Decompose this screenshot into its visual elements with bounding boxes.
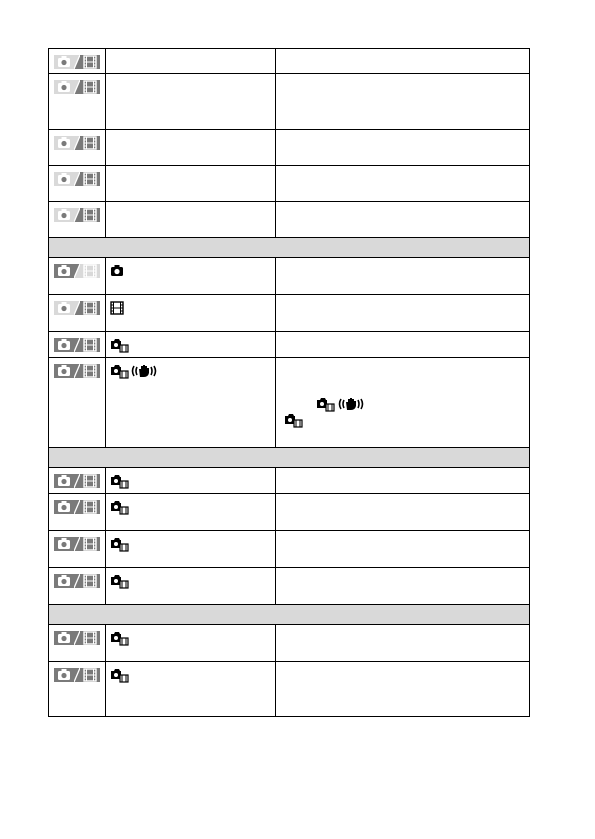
item-icons	[110, 573, 130, 589]
description-cell	[276, 662, 530, 717]
camera-icon	[110, 264, 124, 278]
mode-cell	[49, 358, 106, 448]
table-row	[49, 258, 530, 295]
section-header-row	[49, 605, 530, 625]
item-cell	[106, 332, 276, 358]
table-row	[49, 332, 530, 358]
still-camera-icon	[54, 338, 74, 352]
item-cell	[106, 531, 276, 568]
item-icons	[110, 499, 130, 515]
movie-icon	[80, 55, 100, 69]
description-cell	[276, 258, 530, 295]
item-cell	[106, 568, 276, 605]
hybrid-camera-movie-icon	[316, 396, 336, 412]
mode-badge	[54, 301, 100, 315]
item-icons	[110, 630, 130, 646]
still-camera-icon	[54, 500, 74, 514]
item-cell	[106, 202, 276, 238]
hybrid-camera-movie-icon	[110, 337, 130, 353]
mode-cell	[49, 130, 106, 166]
still-camera-icon	[54, 474, 74, 488]
still-camera-icon	[54, 172, 74, 186]
mode-cell	[49, 295, 106, 332]
still-camera-icon	[54, 537, 74, 551]
movie-icon	[80, 537, 100, 551]
note-icons-line2	[284, 412, 529, 428]
mode-cell	[49, 568, 106, 605]
hybrid-camera-movie-icon	[110, 667, 130, 683]
table-row	[49, 74, 530, 130]
still-camera-icon	[54, 631, 74, 645]
table-row	[49, 625, 530, 662]
mode-badge	[54, 474, 100, 488]
mode-badge	[54, 500, 100, 514]
table-row	[49, 468, 530, 494]
table-row	[49, 166, 530, 202]
movie-icon	[80, 574, 100, 588]
mode-cell	[49, 332, 106, 358]
item-cell	[106, 74, 276, 130]
mode-badge	[54, 264, 100, 278]
mode-cell	[49, 166, 106, 202]
movie-icon	[80, 80, 100, 94]
item-cell	[106, 662, 276, 717]
movie-film-icon	[110, 301, 124, 315]
steady-shot-hand-icon	[131, 363, 157, 379]
section-header-row	[49, 448, 530, 468]
movie-icon	[80, 301, 100, 315]
table-row	[49, 130, 530, 166]
item-cell	[106, 468, 276, 494]
item-cell	[106, 166, 276, 202]
item-icons	[110, 473, 130, 489]
mode-cell	[49, 662, 106, 717]
mode-badge	[54, 537, 100, 551]
mode-badge	[54, 80, 100, 94]
description-cell	[276, 332, 530, 358]
mode-badge	[54, 172, 100, 186]
item-icons	[110, 363, 157, 379]
mode-cell	[49, 531, 106, 568]
mode-cell	[49, 468, 106, 494]
item-cell	[106, 494, 276, 531]
item-icons	[110, 337, 130, 353]
table-row	[49, 494, 530, 531]
description-cell	[276, 202, 530, 238]
table-row	[49, 531, 530, 568]
mode-cell	[49, 494, 106, 531]
description-cell	[276, 49, 530, 74]
still-camera-icon	[54, 668, 74, 682]
item-cell	[106, 295, 276, 332]
item-icons	[110, 536, 130, 552]
mode-cell	[49, 74, 106, 130]
table-row	[49, 295, 530, 332]
mode-badge	[54, 631, 100, 645]
steady-shot-hand-icon	[338, 396, 364, 412]
item-cell	[106, 130, 276, 166]
description-cell	[276, 468, 530, 494]
movie-icon	[80, 364, 100, 378]
mode-badge	[54, 136, 100, 150]
mode-cell	[49, 202, 106, 238]
section-header-band	[49, 238, 530, 258]
table-row	[49, 358, 530, 448]
movie-icon	[80, 668, 100, 682]
mode-badge	[54, 338, 100, 352]
description-cell	[276, 74, 530, 130]
table-row	[49, 568, 530, 605]
mode-badge	[54, 574, 100, 588]
settings-table	[48, 48, 530, 717]
description-cell	[276, 295, 530, 332]
description-cell	[276, 494, 530, 531]
description-cell	[276, 358, 530, 448]
hybrid-camera-movie-icon	[110, 363, 130, 379]
still-camera-icon	[54, 264, 74, 278]
table-row	[49, 662, 530, 717]
description-cell	[276, 130, 530, 166]
item-icons	[110, 667, 130, 683]
mode-cell	[49, 49, 106, 74]
movie-icon	[80, 172, 100, 186]
movie-icon	[80, 264, 100, 278]
still-camera-icon	[54, 208, 74, 222]
still-camera-icon	[54, 364, 74, 378]
still-camera-icon	[54, 574, 74, 588]
still-camera-icon	[54, 55, 74, 69]
still-camera-icon	[54, 80, 74, 94]
movie-icon	[80, 338, 100, 352]
still-camera-icon	[54, 301, 74, 315]
section-header-band	[49, 605, 530, 625]
description-cell	[276, 625, 530, 662]
table-row	[49, 49, 530, 74]
hybrid-camera-movie-icon	[110, 630, 130, 646]
item-cell	[106, 358, 276, 448]
section-header-band	[49, 448, 530, 468]
note-icons	[284, 396, 529, 412]
movie-icon	[80, 474, 100, 488]
hybrid-camera-movie-icon	[110, 536, 130, 552]
item-cell	[106, 625, 276, 662]
movie-icon	[80, 631, 100, 645]
mode-badge	[54, 55, 100, 69]
mode-badge	[54, 208, 100, 222]
section-header-row	[49, 238, 530, 258]
movie-icon	[80, 136, 100, 150]
item-cell	[106, 49, 276, 74]
mode-cell	[49, 625, 106, 662]
hybrid-camera-movie-icon	[110, 499, 130, 515]
item-icons	[110, 300, 124, 316]
item-icons	[110, 263, 124, 279]
mode-cell	[49, 258, 106, 295]
mode-badge	[54, 668, 100, 682]
description-cell	[276, 166, 530, 202]
movie-icon	[80, 500, 100, 514]
hybrid-camera-movie-icon	[110, 573, 130, 589]
description-cell	[276, 568, 530, 605]
mode-badge	[54, 364, 100, 378]
still-camera-icon	[54, 136, 74, 150]
description-cell	[276, 531, 530, 568]
item-cell	[106, 258, 276, 295]
hybrid-camera-movie-icon	[110, 473, 130, 489]
movie-icon	[80, 208, 100, 222]
hybrid-camera-movie-icon	[284, 412, 304, 428]
table-row	[49, 202, 530, 238]
